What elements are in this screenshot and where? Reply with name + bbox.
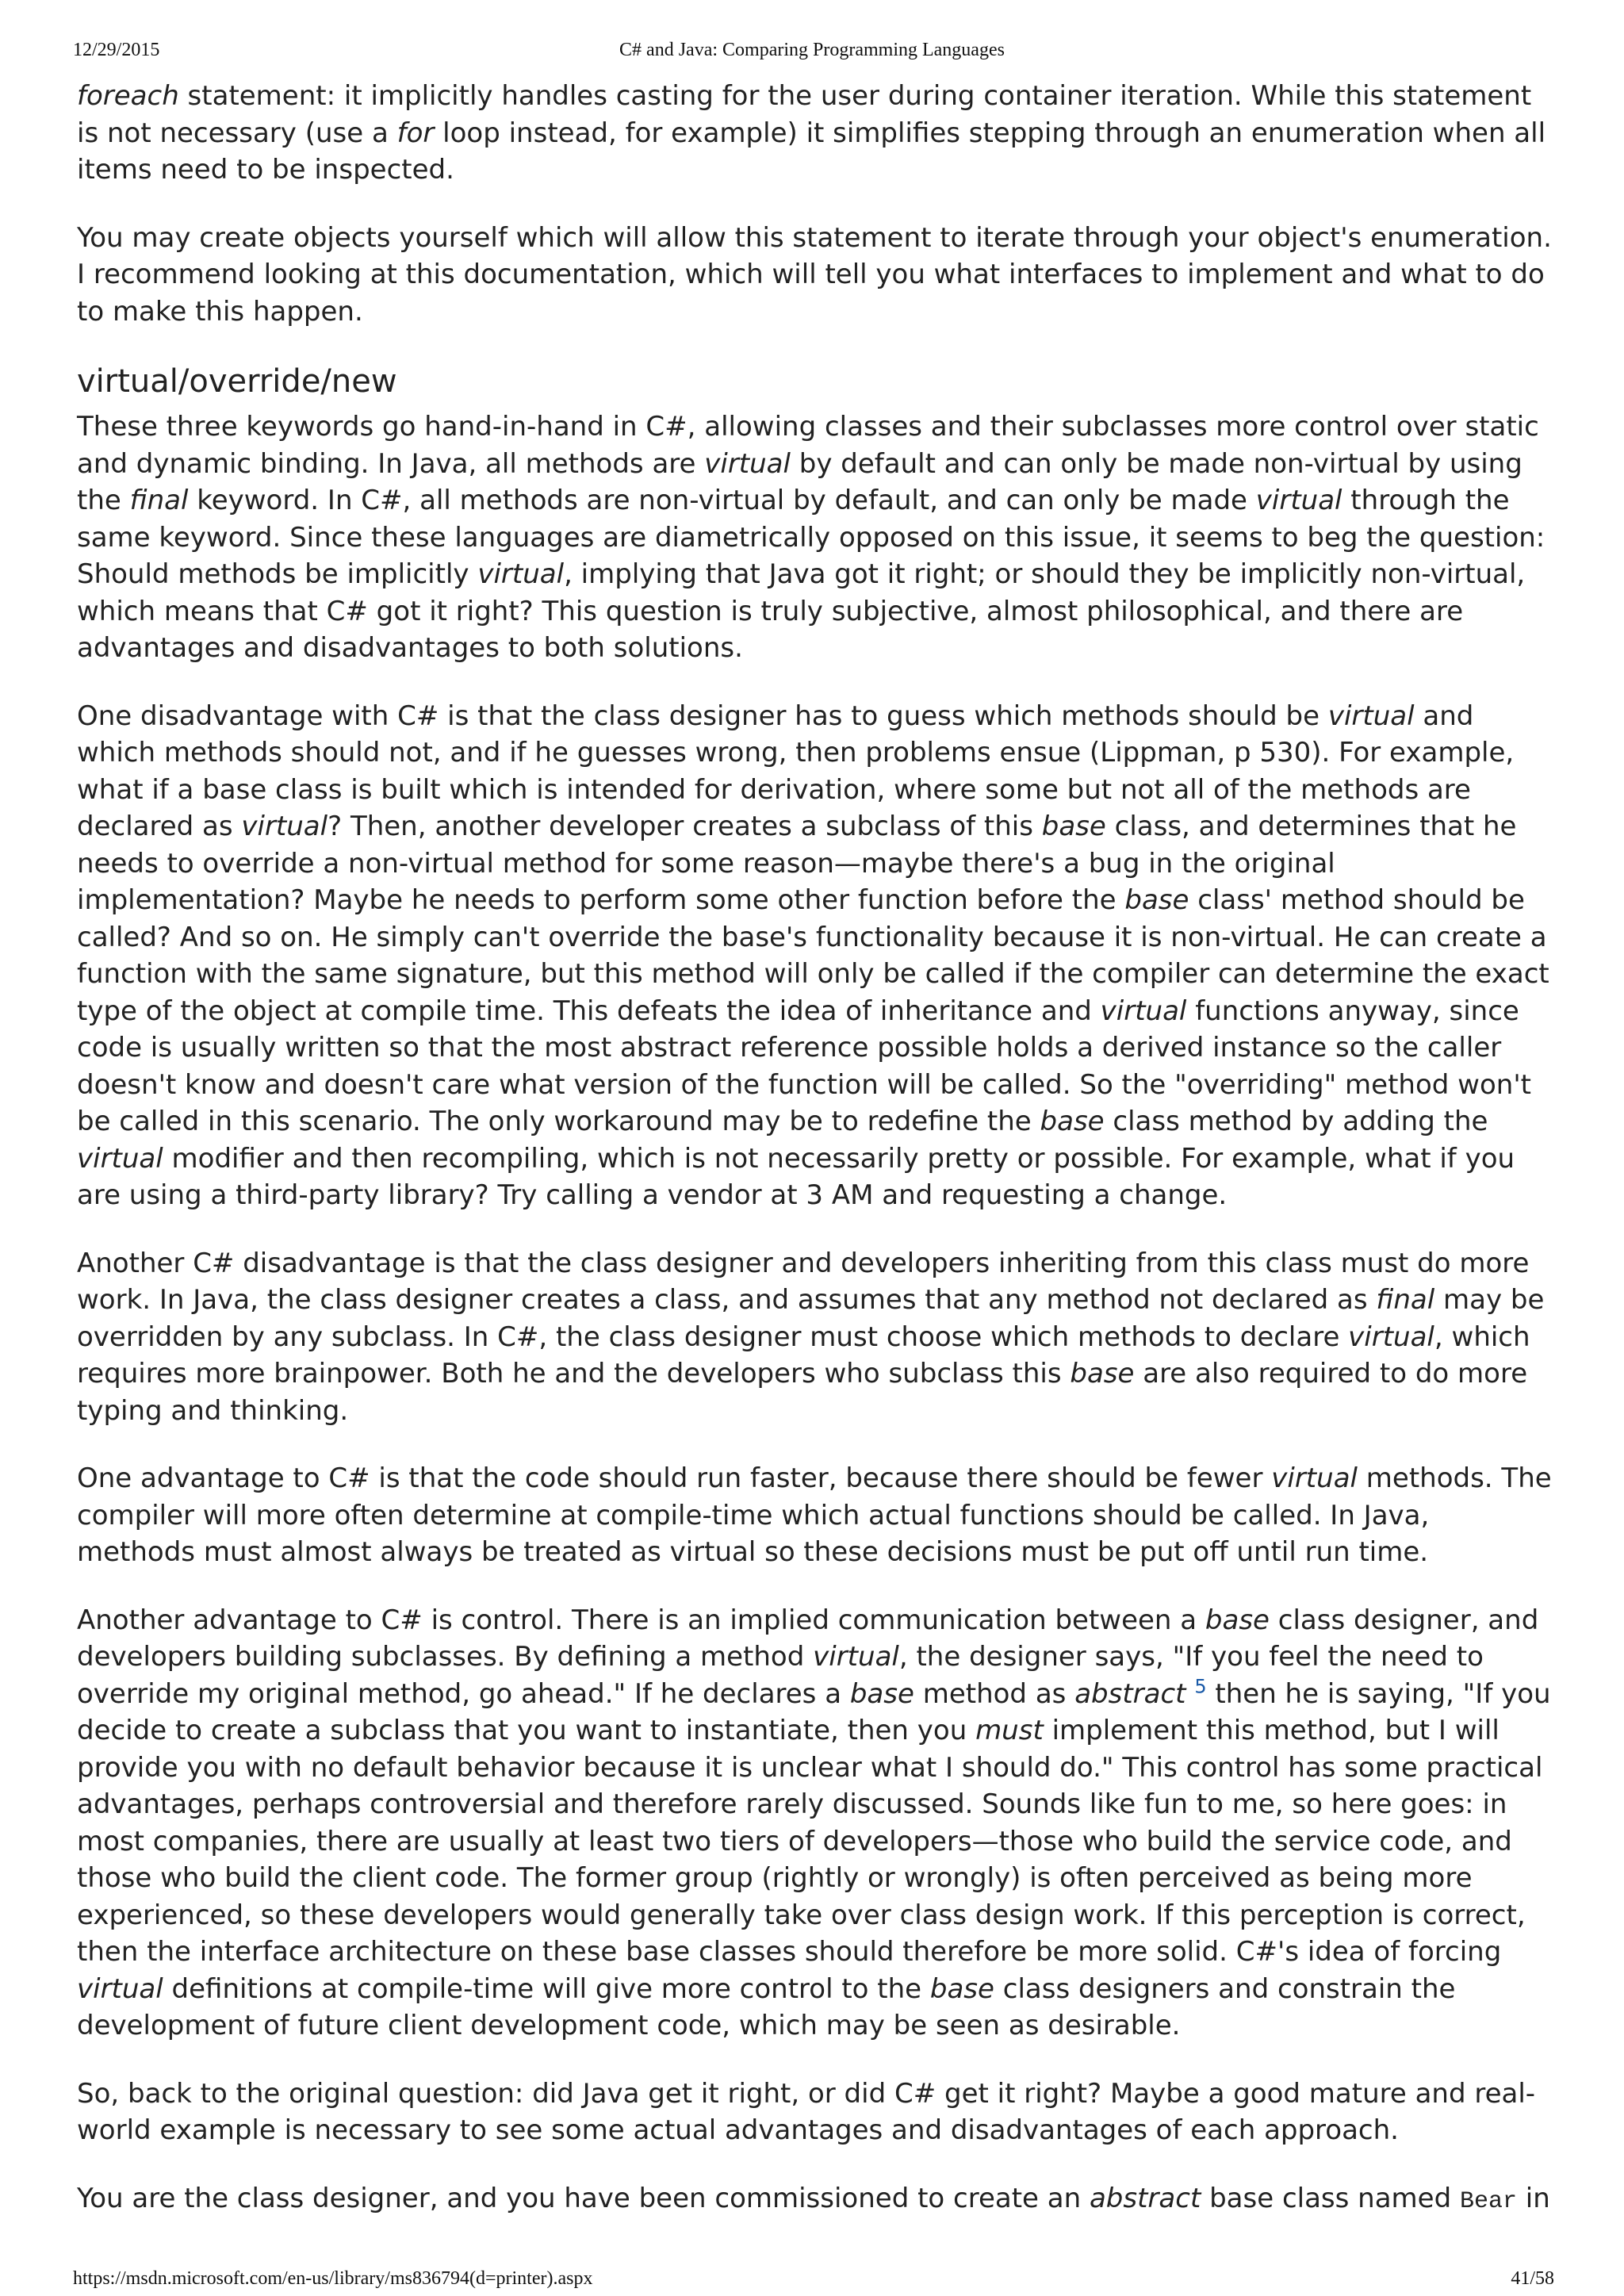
emphasis: virtual bbox=[1271, 1462, 1358, 1494]
article-body bbox=[77, 78, 1552, 2251]
paragraph-disadvantage-2 bbox=[77, 1245, 1552, 1430]
emphasis: final bbox=[129, 485, 189, 516]
text-run: ? Then, another developer creates a subclass of this bbox=[327, 811, 1042, 842]
paragraph-bear-intro bbox=[77, 2180, 1552, 2221]
text-run: These three keywords go hand-in-hand in C#, allowing classes and their subclasses more control over static and dynamic binding. In Java, all methods are bbox=[77, 411, 1539, 480]
emphasis: virtual bbox=[477, 558, 565, 590]
emphasis: abstract bbox=[1074, 1677, 1186, 1710]
text-run: statement: it implicitly handles casting for the user during container iteration. While this statement is not necessary (use a bbox=[77, 80, 1532, 149]
emphasis: for bbox=[396, 117, 435, 149]
text-run: modifier and then recompiling, which is not necessarily pretty or possible. For example, what if you are using a third-party library? Try calling a vendor at 3 AM and requesting a change. bbox=[77, 1142, 1515, 1211]
paragraph-keywords bbox=[77, 408, 1552, 667]
paragraph-advantage-control bbox=[77, 1602, 1552, 2045]
emphasis: base bbox=[1041, 811, 1106, 842]
text-run: keyword. In C#, all methods are non-virtual by default, and can only be made bbox=[188, 485, 1256, 516]
emphasis: must bbox=[975, 1715, 1044, 1746]
emphasis: abstract bbox=[1089, 2182, 1201, 2214]
text-run: through the same keyword. Since these languages are diametrically opposed on this issue, it seems to beg the question: Should methods be implicitly bbox=[77, 485, 1545, 590]
emphasis: final bbox=[1376, 1284, 1435, 1316]
text-run: may be overridden by any subclass. In C#, the class designer must choose which methods to declare bbox=[77, 1284, 1545, 1353]
emphasis: foreach bbox=[77, 80, 179, 112]
emphasis: virtual bbox=[241, 811, 328, 842]
emphasis: virtual bbox=[77, 1972, 163, 2005]
emphasis: virtual bbox=[77, 1142, 163, 1175]
paragraph-question: So, back to the original question: did Java get it right, or did C# get it right? Maybe a good mature and real-world example is necessary to see some actual advantages and disadvantages of each approach. bbox=[77, 2077, 1536, 2146]
text-run: Another C# disadvantage is that the class designer and developers inheriting from this class must do more work. In Java, the class designer creates a class, and assumes that any method not declared as bbox=[77, 1247, 1530, 1316]
text-run: , which requires more brainpower. Both he and the developers who subclass this bbox=[77, 1320, 1530, 1389]
text-run: methods. The compiler will more often determine at compile-time which actual functions should be called. In Java, methods must almost always be treated as virtual so these decisions must be put off until run time. bbox=[77, 1462, 1552, 1568]
emphasis: base bbox=[1070, 1358, 1135, 1389]
paragraph-disadvantage-1 bbox=[77, 698, 1552, 1214]
emphasis: base bbox=[1040, 1106, 1105, 1137]
text-run: implement this method, but I will provide you with no default behavior because it is unclear what I should do." This control has some practical advantages, perhaps controversial and therefore rarely discussed. Sounds like fun to me, so here goes: in most companies, there are usually at least two tiers of developers—those who build the service code, and those who build the client code. The former group (rightly or wrongly) is often perceived as being more experienced, so these developers would generally take over class design work. If this perception is correct, then the interface architecture on these base classes should therefore be more solid. C#'s idea of forcing bbox=[77, 1715, 1543, 1968]
text-run: class method by adding the bbox=[1104, 1106, 1488, 1137]
text-run: in bbox=[1516, 2182, 1550, 2214]
text-run: and which methods should not, and if he guesses wrong, then problems ensue (Lippman, p 530). For example, what if a base class is built which is intended for derivation, where some but not all of the methods are declared as bbox=[77, 700, 1515, 842]
footnote-link[interactable]: 5 bbox=[1194, 1675, 1207, 1698]
emphasis: base bbox=[849, 1677, 914, 1710]
emphasis: virtual bbox=[1327, 700, 1415, 732]
emphasis: base bbox=[1205, 1604, 1270, 1636]
document-title: C# and Java: Comparing Programming Languages bbox=[619, 40, 1005, 60]
inline-code: Bear bbox=[1459, 2187, 1517, 2215]
paragraph-enumeration: You may create objects yourself which will allow this statement to iterate through your object's enumeration. I recommend looking at this documentation, which will tell you what interfaces to implement and what to do to make this happen. bbox=[77, 221, 1552, 328]
emphasis: base bbox=[929, 1972, 994, 2005]
text-run: , implying that Java got it right; or should they be implicitly non-virtual, which means that C# got it right? This question is truly subjective, almost philosophical, and there are advantages and disadvantages to both solutions. bbox=[77, 558, 1526, 664]
text-run: class' method should be called? And so on. He simply can't override the base's functionality because it is non-virtual. He can create a function with the same signature, but this method will only be called if the compiler can determine the exact type of the object at compile time. This defeats the idea of inheritance and bbox=[77, 884, 1549, 1027]
emphasis: virtual bbox=[1100, 995, 1187, 1027]
text-run: class, and determines that he needs to override a non-virtual method for some reason—maybe there's a bug in the original implementation? Maybe he needs to perform some other function before the bbox=[77, 811, 1517, 916]
text-run: One advantage to C# is that the code should run faster, because there should be fewer bbox=[77, 1462, 1272, 1494]
text-run: then he is saying, "If you decide to create a subclass that you want to instantiate, then you bbox=[77, 1677, 1551, 1746]
emphasis: base bbox=[1124, 884, 1189, 916]
text-run: You are the class designer, and you have been commissioned to create an bbox=[77, 2182, 1090, 2214]
text-run: , the designer says, "If you feel the need to override my original method, go ahead." If he declares a bbox=[77, 1641, 1484, 1710]
text-run: definitions at compile-time will give more control to the bbox=[163, 1972, 930, 2005]
paragraph-foreach bbox=[77, 78, 1552, 189]
emphasis: virtual bbox=[1255, 485, 1342, 516]
text-run: functions anyway, since code is usually written so that the most abstract reference possible holds a derived instance so the caller doesn't know and doesn't care what version of the function will be called. So the "overriding" method won't be called in this scenario. The only workaround may be to redefine the bbox=[77, 995, 1531, 1137]
emphasis: virtual bbox=[704, 447, 791, 480]
emphasis: virtual bbox=[1348, 1320, 1434, 1353]
text-run: One disadvantage with C# is that the class designer has to guess which methods should be bbox=[77, 700, 1328, 732]
text-run: are also required to do more typing and thinking. bbox=[77, 1358, 1528, 1427]
text-run: class designers and constrain the development of future client development code, which may be seen as desirable. bbox=[77, 1972, 1456, 2041]
print-date: 12/29/2015 bbox=[73, 40, 160, 60]
text-run: base class named bbox=[1201, 2182, 1460, 2214]
text-run: class designer, and developers building subclasses. By defining a method bbox=[77, 1604, 1539, 1673]
paragraph-advantage-speed bbox=[77, 1460, 1552, 1571]
text-run: by default and can only be made non-virtual by using the bbox=[77, 447, 1522, 516]
page-url: https://msdn.microsoft.com/en-us/library/ms836794(d=printer).aspx bbox=[73, 2268, 593, 2289]
text-run: method as bbox=[914, 1677, 1075, 1710]
text-run: Another advantage to C# is control. There is an implied communication between a bbox=[77, 1604, 1205, 1636]
section-heading: virtual/override/new bbox=[77, 363, 397, 400]
emphasis: virtual bbox=[813, 1641, 899, 1673]
page-number: 41/58 bbox=[1511, 2268, 1554, 2289]
text-run: loop instead, for example) it simplifies stepping through an enumeration when all items need to be inspected. bbox=[77, 117, 1546, 186]
